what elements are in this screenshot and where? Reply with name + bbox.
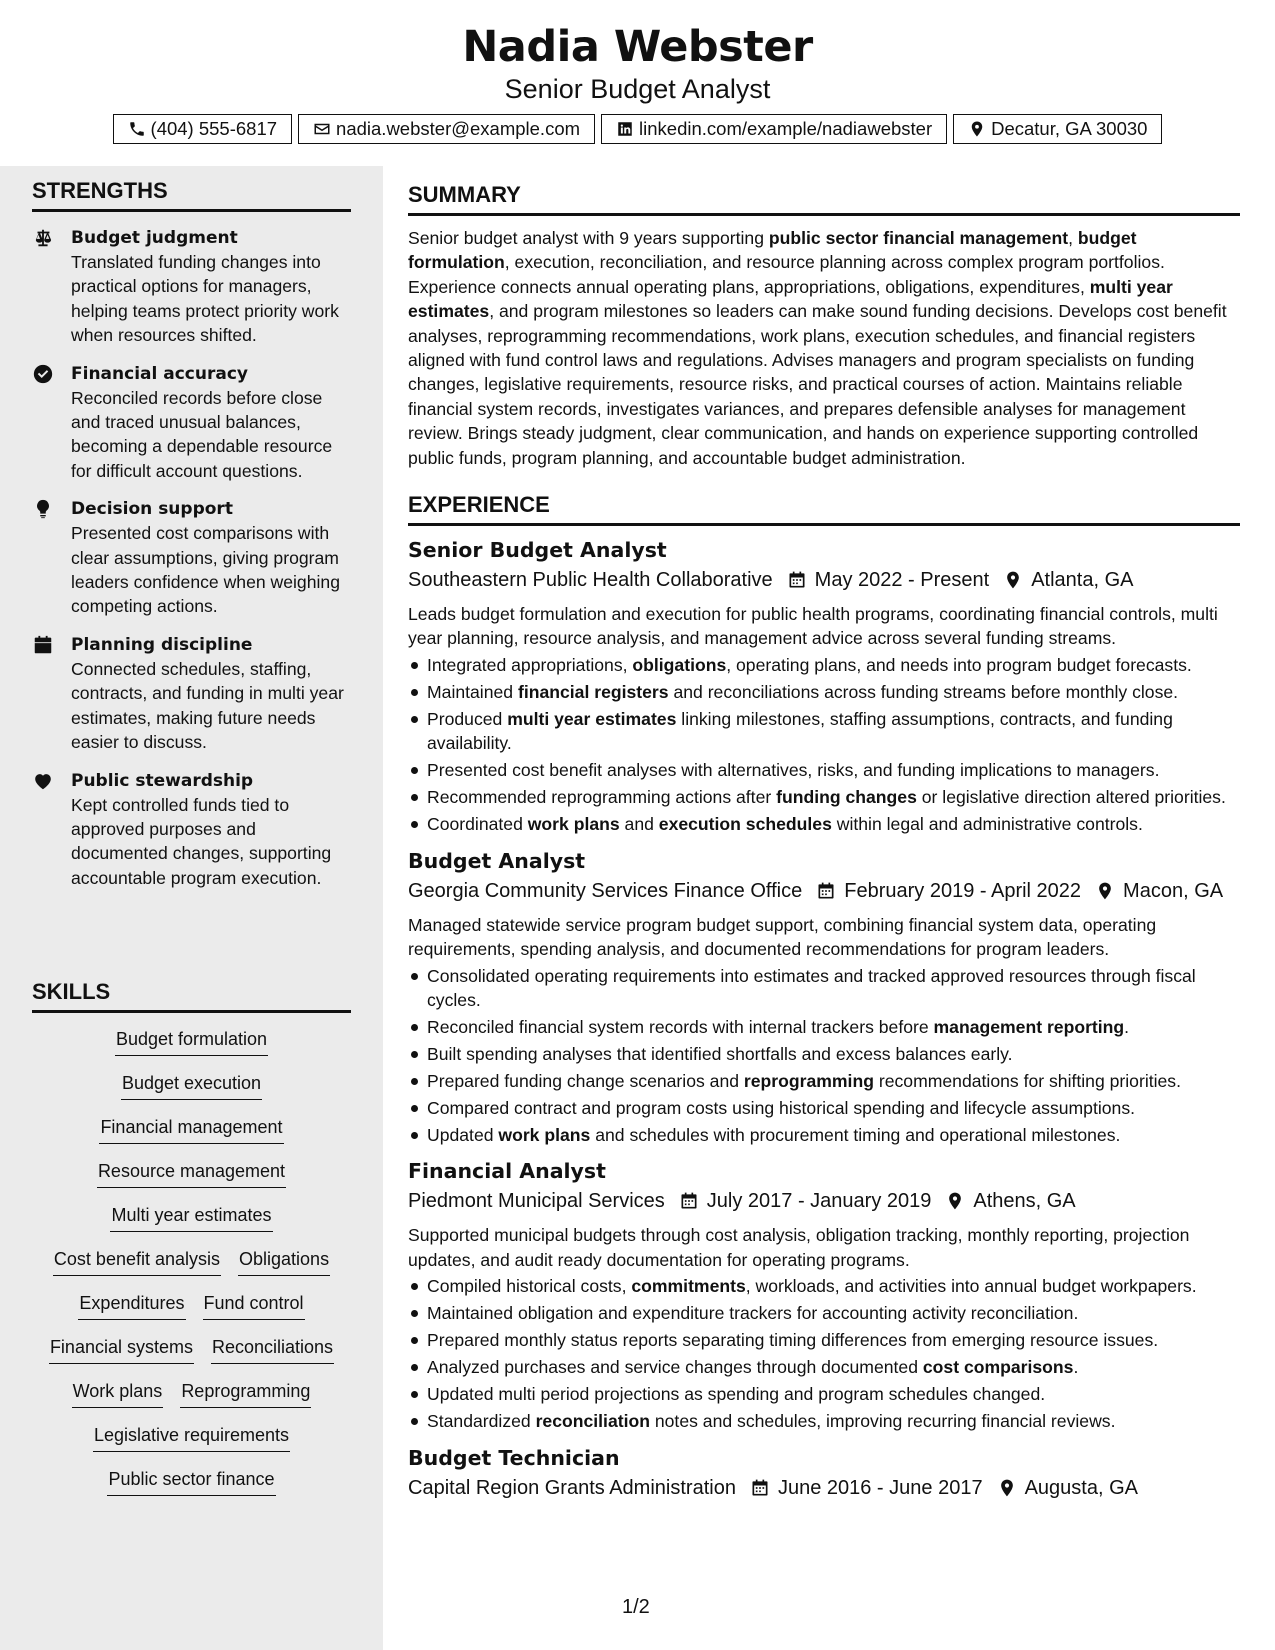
job-meta xyxy=(408,1474,1240,1502)
job-description: Leads budget formulation and execution for public health programs, coordinating financial controls, multi year planning, resource analysis, and management advice across several funding streams. xyxy=(408,604,1218,649)
map-pin-icon xyxy=(997,1478,1017,1498)
strength-name: Financial accuracy xyxy=(71,363,248,384)
calendar-icon xyxy=(679,1191,699,1211)
strength-desc: Kept controlled funds tied to approved purposes and documented changes, supporting accountable program execution. xyxy=(71,794,332,888)
skill-tag: Multi year estimates xyxy=(110,1203,272,1232)
bullet-item: Prepared monthly status reports separating timing differences from emerging resource issues. xyxy=(408,1328,1240,1352)
job-location: Atlanta, GA xyxy=(1031,569,1134,592)
contact-text: Decatur, GA 30030 xyxy=(991,118,1148,139)
strength-item xyxy=(32,633,351,755)
job-entry xyxy=(408,847,1240,1148)
job-org: Capital Region Grants Administration xyxy=(408,1476,736,1499)
skill-tag: Fund control xyxy=(203,1291,305,1320)
bullet-item: Standardized reconciliation notes and schedules, improving recurring financial reviews. xyxy=(408,1409,1240,1433)
strengths-heading: STRENGTHS xyxy=(32,178,351,212)
calendar-icon xyxy=(787,570,807,590)
skill-tag: Reprogramming xyxy=(180,1379,311,1408)
job-title: Financial Analyst xyxy=(408,1159,606,1184)
calendar-icon xyxy=(750,1478,770,1498)
skills-heading: SKILLS xyxy=(32,979,351,1013)
experience-heading: EXPERIENCE xyxy=(408,492,1240,526)
skill-tag: Budget formulation xyxy=(115,1027,268,1056)
candidate-name: Nadia Webster xyxy=(462,22,813,72)
job-title: Budget Analyst xyxy=(408,848,586,873)
check-circle-icon xyxy=(32,363,54,385)
strength-name: Planning discipline xyxy=(71,634,253,655)
bullet-item: Reconciled financial system records with internal trackers before management reporting. xyxy=(408,1015,1240,1039)
bullet-item: Consolidated operating requirements into estimates and tracked approved resources through fiscal cycles. xyxy=(408,964,1240,1013)
calendar-icon xyxy=(816,881,836,901)
map-pin-icon xyxy=(1003,570,1023,590)
strength-desc: Translated funding changes into practical options for managers, helping teams protect priority work when resources shifted. xyxy=(71,252,339,346)
job-dates: February 2019 - April 2022 xyxy=(844,879,1082,902)
job-dates: May 2022 - Present xyxy=(814,569,990,592)
map-pin-icon xyxy=(968,120,986,138)
job-entry xyxy=(408,1444,1240,1502)
strength-item xyxy=(32,226,351,348)
skill-tag: Financial management xyxy=(99,1115,283,1144)
job-bullets xyxy=(408,653,1240,837)
job-dates: July 2017 - January 2019 xyxy=(706,1190,932,1213)
candidate-title: Senior Budget Analyst xyxy=(504,74,771,104)
skill-tag: Obligations xyxy=(238,1247,330,1276)
bullet-item: Maintained obligation and expenditure trackers for accounting activity reconciliation. xyxy=(408,1301,1240,1325)
phone-icon xyxy=(128,120,146,138)
job-location: Macon, GA xyxy=(1123,879,1224,902)
bullet-item: Built spending analyses that identified shortfalls and excess balances early. xyxy=(408,1042,1240,1066)
strength-desc: Reconciled records before close and traced unusual balances, becoming a dependable resource for difficult account questions. xyxy=(71,387,333,481)
bullet-item: Compared contract and program costs using historical spending and lifecycle assumptions. xyxy=(408,1096,1240,1120)
contact-text: (404) 555-6817 xyxy=(150,118,278,139)
contact-phone[interactable] xyxy=(113,114,293,144)
skill-tag: Expenditures xyxy=(78,1291,185,1320)
job-meta xyxy=(408,1187,1240,1215)
job-description: Supported municipal budgets through cost analysis, obligation tracking, monthly reporting, projection updates, and audit ready documentation for operating programs. xyxy=(408,1225,1190,1270)
contact-bar xyxy=(0,114,1275,144)
strength-desc: Presented cost comparisons with clear assumptions, giving program leaders confidence when weighing competing actions. xyxy=(71,523,340,617)
job-description: Managed statewide service program budget support, combining financial system data, operating requirements, spending analysis, and documented recommendations for program leaders. xyxy=(408,914,1157,960)
job-meta xyxy=(408,877,1240,905)
skill-tag: Legislative requirements xyxy=(93,1423,290,1452)
job-title: Senior Budget Analyst xyxy=(408,538,667,563)
strengths-section xyxy=(32,178,351,890)
map-pin-icon xyxy=(945,1191,965,1211)
job-location: Athens, GA xyxy=(973,1190,1076,1213)
skill-tag: Financial systems xyxy=(49,1335,194,1364)
bullet-item: Presented cost benefit analyses with alternatives, risks, and funding implications to managers. xyxy=(408,758,1240,782)
job-location: Augusta, GA xyxy=(1024,1476,1138,1499)
contact-linkedin[interactable] xyxy=(601,114,947,144)
lightbulb-icon xyxy=(32,498,54,520)
job-title: Budget Technician xyxy=(408,1445,620,1470)
sidebar xyxy=(0,166,383,1650)
bullet-item: Updated work plans and schedules with procurement timing and operational milestones. xyxy=(408,1123,1240,1147)
job-entry xyxy=(408,1157,1240,1433)
contact-text: linkedin.com/example/nadiawebster xyxy=(639,118,933,139)
job-dates: June 2016 - June 2017 xyxy=(777,1476,983,1499)
main-column xyxy=(408,182,1240,1502)
job-org: Georgia Community Services Finance Office xyxy=(408,879,803,902)
skill-tag: Reconciliations xyxy=(211,1335,334,1364)
linkedin-icon xyxy=(616,120,634,138)
summary-text: Senior budget analyst with 9 years supporting public sector financial management, budget formulation, execution, reconciliation, and resource planning across complex program portfolios. Experience connects annual operating plans, appropriations, obligations, expenditures, multi year estimates, and program milestones so leaders can make sound funding decisions. Develops cost benefit analyses, reprogramming recommendations, work plans, execution schedules, and financial registers aligned with fund control laws and regulations. Advises managers and program specialists on funding changes, legislative requirements, resource risks, and practical courses of action. Maintains reliable financial system records, investigates variances, and prepares defensible analyses for management review. Brings steady judgment, clear communication, and hands on experience supporting controlled public funds, program planning, and accountable budget administration. xyxy=(408,228,1227,468)
bullet-item: Integrated appropriations, obligations, operating plans, and needs into program budget forecasts. xyxy=(408,653,1240,677)
contact-text: nadia.webster@example.com xyxy=(336,118,581,139)
map-pin-icon xyxy=(1095,881,1115,901)
bullet-item: Compiled historical costs, commitments, workloads, and activities into annual budget workpapers. xyxy=(408,1274,1240,1298)
calendar-icon xyxy=(32,634,54,656)
bullet-item: Recommended reprogramming actions after funding changes or legislative direction altered priorities. xyxy=(408,785,1240,809)
skill-tag: Public sector finance xyxy=(107,1467,275,1496)
job-org: Piedmont Municipal Services xyxy=(408,1190,665,1213)
job-bullets xyxy=(408,1274,1240,1433)
strength-name: Decision support xyxy=(71,499,233,520)
bullet-item: Updated multi period projections as spending and program schedules changed. xyxy=(408,1382,1240,1406)
bullet-item: Analyzed purchases and service changes through documented cost comparisons. xyxy=(408,1355,1240,1379)
strength-desc: Connected schedules, staffing, contracts, and funding in multi year estimates, making future needs easier to discuss. xyxy=(71,658,344,753)
envelope-icon xyxy=(313,120,331,138)
strength-name: Budget judgment xyxy=(71,228,238,248)
bullet-item: Prepared funding change scenarios and reprogramming recommendations for shifting priorities. xyxy=(408,1069,1240,1093)
bullet-item: Coordinated work plans and execution schedules within legal and administrative controls. xyxy=(408,812,1240,836)
strength-item xyxy=(32,497,351,619)
skill-tag: Resource management xyxy=(97,1159,286,1188)
heart-icon xyxy=(32,770,54,792)
strength-item xyxy=(32,362,351,484)
strength-item xyxy=(32,769,351,891)
bullet-item: Produced multi year estimates linking milestones, staffing assumptions, contracts, and funding availability. xyxy=(408,707,1240,756)
skill-tag: Cost benefit analysis xyxy=(53,1247,221,1276)
page-number: 1/2 xyxy=(622,1596,650,1618)
strength-name: Public stewardship xyxy=(71,770,254,791)
bullet-item: Maintained financial registers and reconciliations across funding streams before monthly close. xyxy=(408,680,1240,704)
skill-tag: Work plans xyxy=(72,1379,164,1408)
contact-location[interactable] xyxy=(953,114,1162,144)
summary-heading: SUMMARY xyxy=(408,182,1240,216)
job-meta xyxy=(408,566,1240,594)
scale-icon xyxy=(32,227,54,249)
skills-list xyxy=(32,1027,351,1511)
skill-tag: Budget execution xyxy=(121,1071,262,1100)
skills-section xyxy=(32,979,351,1511)
job-entry xyxy=(408,536,1240,837)
job-bullets xyxy=(408,964,1240,1148)
job-org: Southeastern Public Health Collaborative xyxy=(408,569,773,592)
contact-email[interactable] xyxy=(298,114,595,144)
